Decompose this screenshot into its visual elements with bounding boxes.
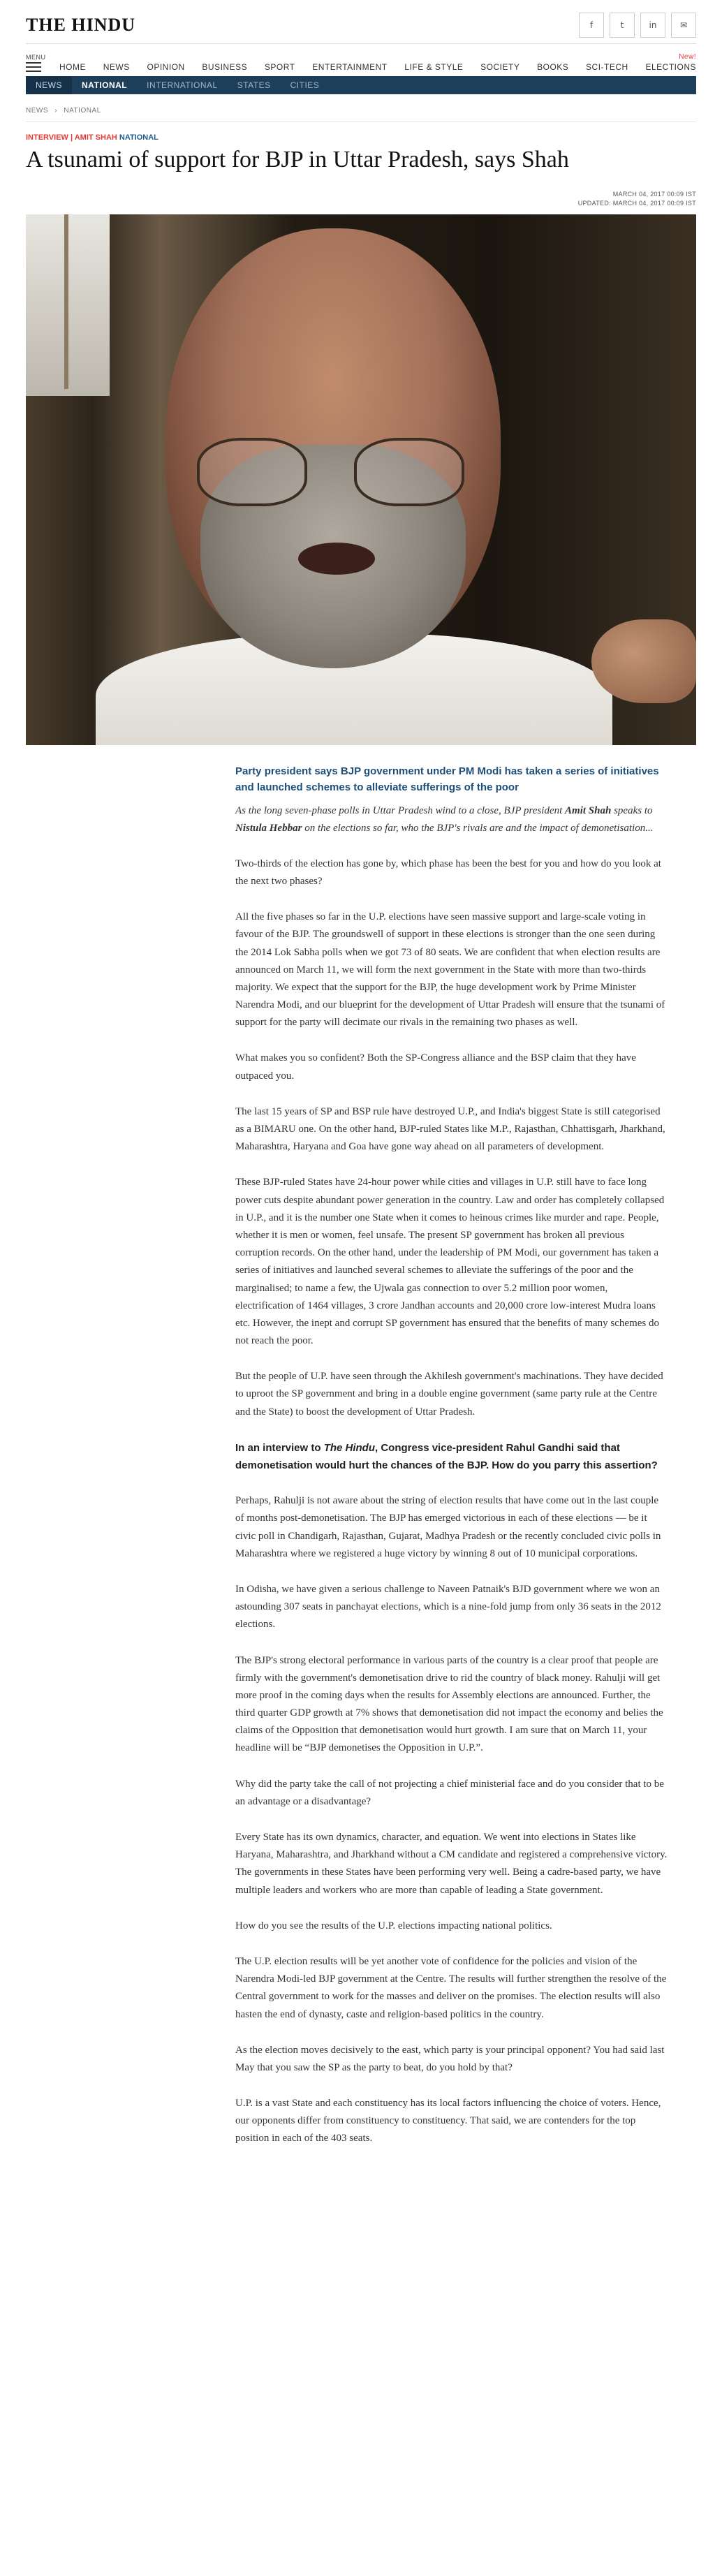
subnav-international[interactable]: INTERNATIONAL [147,80,218,90]
question-3 [235,1439,668,1474]
question-5: How do you see the results of the U.P. elections impacting national politics. [235,1920,552,1931]
question-3-source: The Hindu [323,1441,376,1454]
breadcrumb-separator: › [54,107,58,115]
top-bar [26,0,696,44]
nav-entertainment[interactable]: ENTERTAINMENT [312,62,388,72]
nav-society[interactable]: SOCIETY [480,62,520,72]
menu-button[interactable] [26,54,51,72]
nav-opinion[interactable]: OPINION [147,62,185,72]
nav-life-style[interactable]: LIFE & STYLE [404,62,464,72]
intro-text-1: As the long seven-phase polls in Uttar Pradesh wind to a close, BJP president [235,805,566,817]
intro-text-3: on the elections so far, who the BJP's rivals are and the impact of demonetisation... [302,823,654,834]
nav-business[interactable]: BUSINESS [202,62,248,72]
intro-name-nistula-hebbar: Nistula Hebbar [235,823,302,834]
question-3-text-1: In an interview to [235,1441,324,1454]
menu-label: MENU [26,54,46,61]
tag-interview[interactable]: INTERVIEW [26,133,68,142]
nav-elections-label: ELECTIONS [645,62,696,72]
facebook-icon[interactable]: f [579,13,604,38]
answer-6: In Odisha, we have given a serious challenge to Naveen Patnaik's BJD government where we won an astounding 307 seats in panchayat elections, which is a nine-fold jump from only 36 seats in the 2012 elections. [235,1583,661,1631]
breadcrumb [26,107,696,122]
photo-glasses-left [197,438,307,506]
nav-sci-tech[interactable]: SCI-TECH [586,62,628,72]
photo-glasses-right [354,438,464,506]
intro-name-amit-shah: Amit Shah [565,805,612,817]
social-links [579,13,696,38]
page [26,0,696,2148]
article-headline: A tsunami of support for BJP in Uttar Pradesh, says Shah [26,147,569,172]
article-dates [26,190,696,209]
photo-curtain-cord [64,214,68,389]
tag-separator: | [70,133,73,142]
subnav-national[interactable]: NATIONAL [82,80,128,90]
article-body [235,763,668,2148]
nav-news[interactable]: NEWS [103,62,130,72]
answer-10: U.P. is a vast State and each constituency has its local factors influencing the choice of voters. Hence, our opponents differ from constituency to constituency. That said, we are contenders for the top position in each of the 403 seats. [235,2098,661,2144]
answer-4: But the people of U.P. have seen through the Akhilesh government's machinations. They have decided to uproot the SP government and bring in a double engine government (same party rule at the Centre and the State) to boost the development of Uttar Pradesh. [235,1371,663,1418]
article-tags [26,133,696,142]
email-icon[interactable]: ✉ [671,13,696,38]
answer-1: All the five phases so far in the U.P. elections have seen massive support and large-scale voting in favour of the BJP. The groundswell of support in these elections is stronger than the one seen during the 2014 Lok Sabha polls when we got 73 of 80 seats. We are confident that when election results are announced on March 11, we will form the next government in the State with more than two-thirds majority. We expect that the support for the BJP, the huge development work by Prime Minister Narendra Modi, and our blueprint for the development of Uttar Pradesh will ensure that the tsunami of support for the party will decimate our rivals in the remaining two phases as well. [235,911,665,1029]
nav-elections[interactable] [645,53,696,72]
photo-hand [591,619,696,703]
question-3-text-2: , Congress vice-president Rahul Gandhi said that demonetisation would hurt the chances of the BJP. How do you parry this assertion? [235,1441,658,1472]
logo-text: THE HINDU [26,15,136,35]
section-subnav [26,76,696,94]
answer-9: The U.P. election results will be yet another vote of confidence for the policies and vision of the Narendra Modi-led BJP government at the Centre. The results will further strengthen the resolve of the Central government to work for the masses and deliver on the promises. The election results will also hasten the end of dynasty, caste and religion-based politics in the country. [235,1955,667,2020]
answer-8: Every State has its own dynamics, character, and equation. We went into elections in States like Haryana, Maharashtra, and Jharkhand without a CM candidate and registered a comprehensive victory. The governments in these States have been performing very well. Being a cadre-based party, we have multiple leaders and workers who are more than capable of leading a State government. [235,1832,668,1896]
twitter-icon[interactable]: t [610,13,635,38]
breadcrumb-news[interactable]: NEWS [26,107,48,115]
question-6: As the election moves decisively to the east, which party is your principal opponent? You had said last May that you saw the SP as the party to beat, do you hold by that? [235,2044,665,2073]
main-navigation [26,44,696,76]
answer-5: Perhaps, Rahulji is not aware about the string of election results that have come out in the last couple of months post-demonetisation. The BJP has emerged victorious in each of these elections — be it civic poll in Chandigarh, Rajasthan, Gujarat, Madhya Pradesh or the recently concluded civic polls in Maharashtra where we registered a huge victory by winning 8 out of 10 municipal corporations. [235,1495,661,1559]
tag-national[interactable]: NATIONAL [119,133,159,142]
nav-books[interactable]: BOOKS [537,62,569,72]
breadcrumb-national[interactable]: NATIONAL [64,107,101,115]
published-date: MARCH 04, 2017 00:09 IST [612,190,696,198]
hamburger-icon [26,62,41,72]
subnav-states[interactable]: STATES [237,80,271,90]
article-intro [235,802,668,837]
linkedin-icon[interactable]: in [640,13,665,38]
answer-7: The BJP's strong electoral performance in various parts of the country is a clear proof that people are firmly with the government's demonetisation drive to rid the country of black money. Rahulji will get more proof in the coming days when the results for Assembly elections are announced. Further, the third quarter GDP growth at 7% shows that demonetisation did not impact the economy and belies the claims of the Opposition that demonetisation would hurt growth. I am sure that on March 11, your headline will be “BJP demonetises the Opposition in U.P.”. [235,1654,663,1754]
nav-sport[interactable]: SPORT [264,62,295,72]
question-4: Why did the party take the call of not projecting a chief ministerial face and do you consider that to be an advantage or a disadvantage? [235,1778,664,1807]
intro-text-2: speaks to [611,805,653,817]
article-photo [26,214,696,745]
site-logo[interactable] [26,15,135,36]
subnav-cities[interactable]: CITIES [290,80,320,90]
nav-home[interactable]: HOME [59,62,86,72]
question-1: Two-thirds of the election has gone by, which phase has been the best for you and how do you look at the next two phases? [235,858,661,887]
question-2: What makes you so confident? Both the SP-Congress alliance and the BSP claim that they have outpaced you. [235,1052,636,1082]
subnav-news[interactable]: NEWS [26,76,72,94]
article-standfirst: Party president says BJP government under PM Modi has taken a series of initiatives and launched schemes to alleviate sufferings of the poor [235,765,659,794]
new-badge: New! [679,53,696,61]
tag-amit-shah[interactable]: AMIT SHAH [74,133,117,142]
answer-2: The last 15 years of SP and BSP rule have destroyed U.P., and India's biggest State is still categorised as a BIMARU one. On the other hand, BJP-ruled States like M.P., Rajasthan, Chhattisgarh, Jharkhand, Maharashtra, Haryana and Goa have gone way ahead on all parameters of development. [235,1105,665,1153]
updated-date: UPDATED: MARCH 04, 2017 00:09 IST [577,200,696,207]
answer-3: These BJP-ruled States have 24-hour power while cities and villages in U.P. still have to face long power cuts despite abundant power generation in the country. Law and order has completely collapsed in U.P., and it is the number one State when it comes to heinous crimes like murder and rape. People, whether it is men or women, feel unsafe. The present SP government has broken all previous corruption records. On the other hand, under the leadership of PM Modi, our government has taken a series of initiatives and launched several schemes to alleviate the sufferings of the poor and the marginalised; to name a few, the Ujwala gas connection to over 5.2 million poor women, electrification of 1464 villages, 3 crore Jandhan accounts and 20,000 crore low-interest Mudra loans etc. However, the inept and corrupt SP government has ensured that the benefits of many schemes do not reach the poor. [235,1177,665,1347]
photo-mouth [298,543,375,575]
